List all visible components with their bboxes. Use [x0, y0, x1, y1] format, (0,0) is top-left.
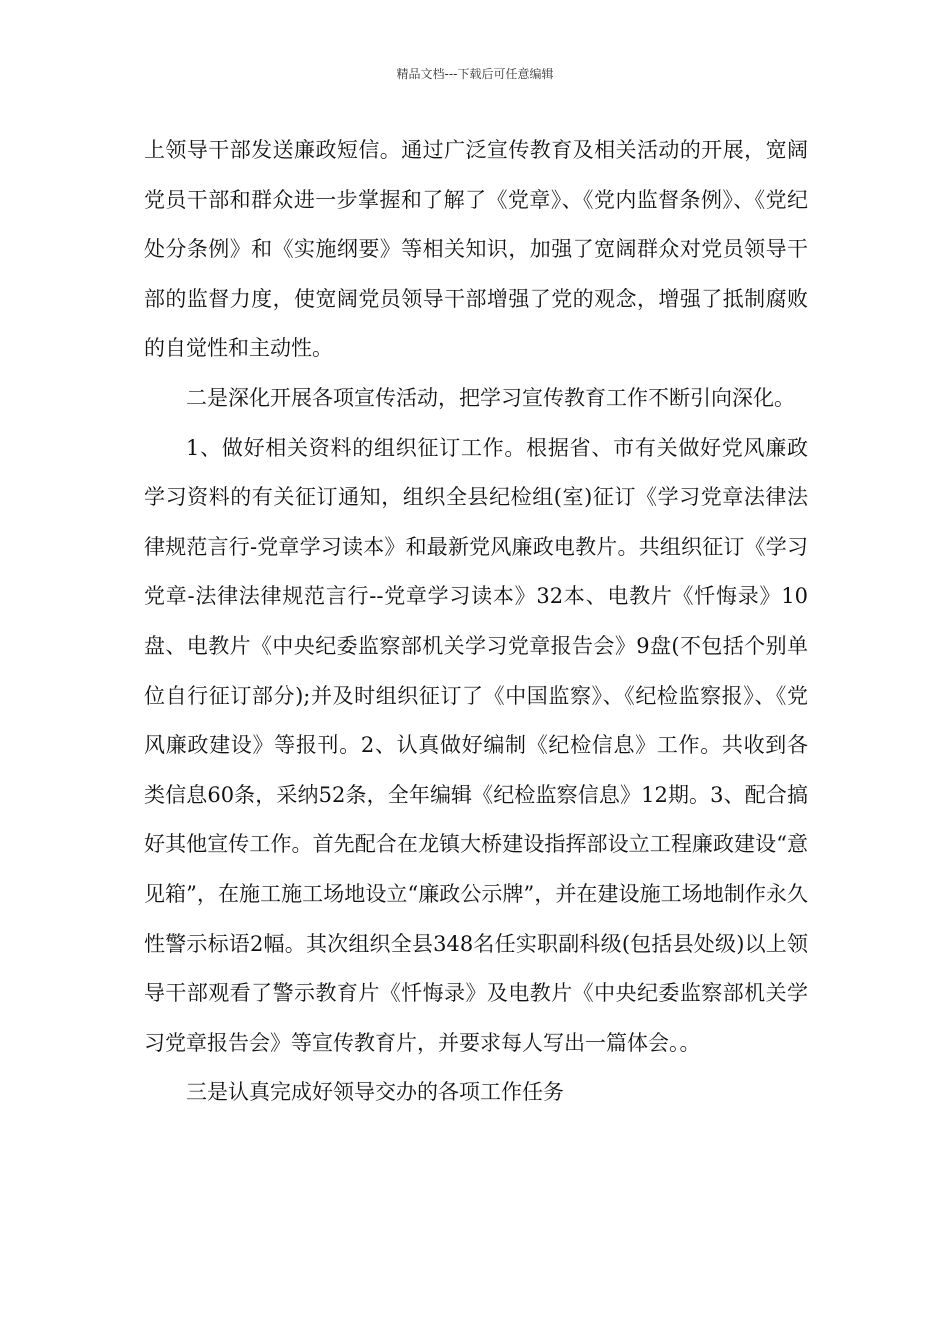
paragraph-2: 二是深化开展各项宣传活动，把学习宣传教育工作不断引向深化。	[186, 385, 795, 410]
paragraph-4: 三是认真完成好领导交办的各项工作任务	[186, 1080, 564, 1105]
page-header: 精品文档---下载后可任意编辑	[396, 67, 554, 81]
paragraph-1: 上领导干部发送廉政短信。通过广泛宣传教育及相关活动的开展，宽阔党员干部和群众进一步掌握和了解了《党章》、《党内监督条例》、《党纪处分条例》和《实施纲要》等相关知识，加强了宽阔群众对党员领导干部的监督力度，使宽阔党员领导干部增强了党的观念，增强了抵制腐败的自觉性和主动性。	[144, 138, 808, 361]
document-body	[144, 126, 808, 1118]
paragraph-3: 1、做好相关资料的组织征订工作。根据省、市有关做好党风廉政学习资料的有关征订通知，组织全县纪检组(室)征订《学习党章法律法律规范言行-党章学习读本》和最新党风廉政电教片。共组织征订《学习党章-法律法律规范言行--党章学习读本》32本、电教片《忏悔录》10盘、电教片《中央纪委监察部机关学习党章报告会》9盘(不包括个别单位自行征订部分);并及时组织征订了《中国监察》、《纪检监察报》、《党风廉政建设》等报刊。2、认真做好编制《纪检信息》工作。共收到各类信息60条，采纳52条，全年编辑《纪检监察信息》12期。3、配合搞好其他宣传工作。首先配合在龙镇大桥建设指挥部设立工程廉政建设“意见箱”，在施工施工场地设立“廉政公示牌”，并在建设施工场地制作永久性警示标语2幅。其次组织全县348名任实职副科级(包括县处级)以上领导干部观看了警示教育片《忏悔录》及电教片《中央纪委监察部机关学习党章报告会》等宣传教育片，并要求每人写出一篇体会。。	[144, 435, 808, 1055]
